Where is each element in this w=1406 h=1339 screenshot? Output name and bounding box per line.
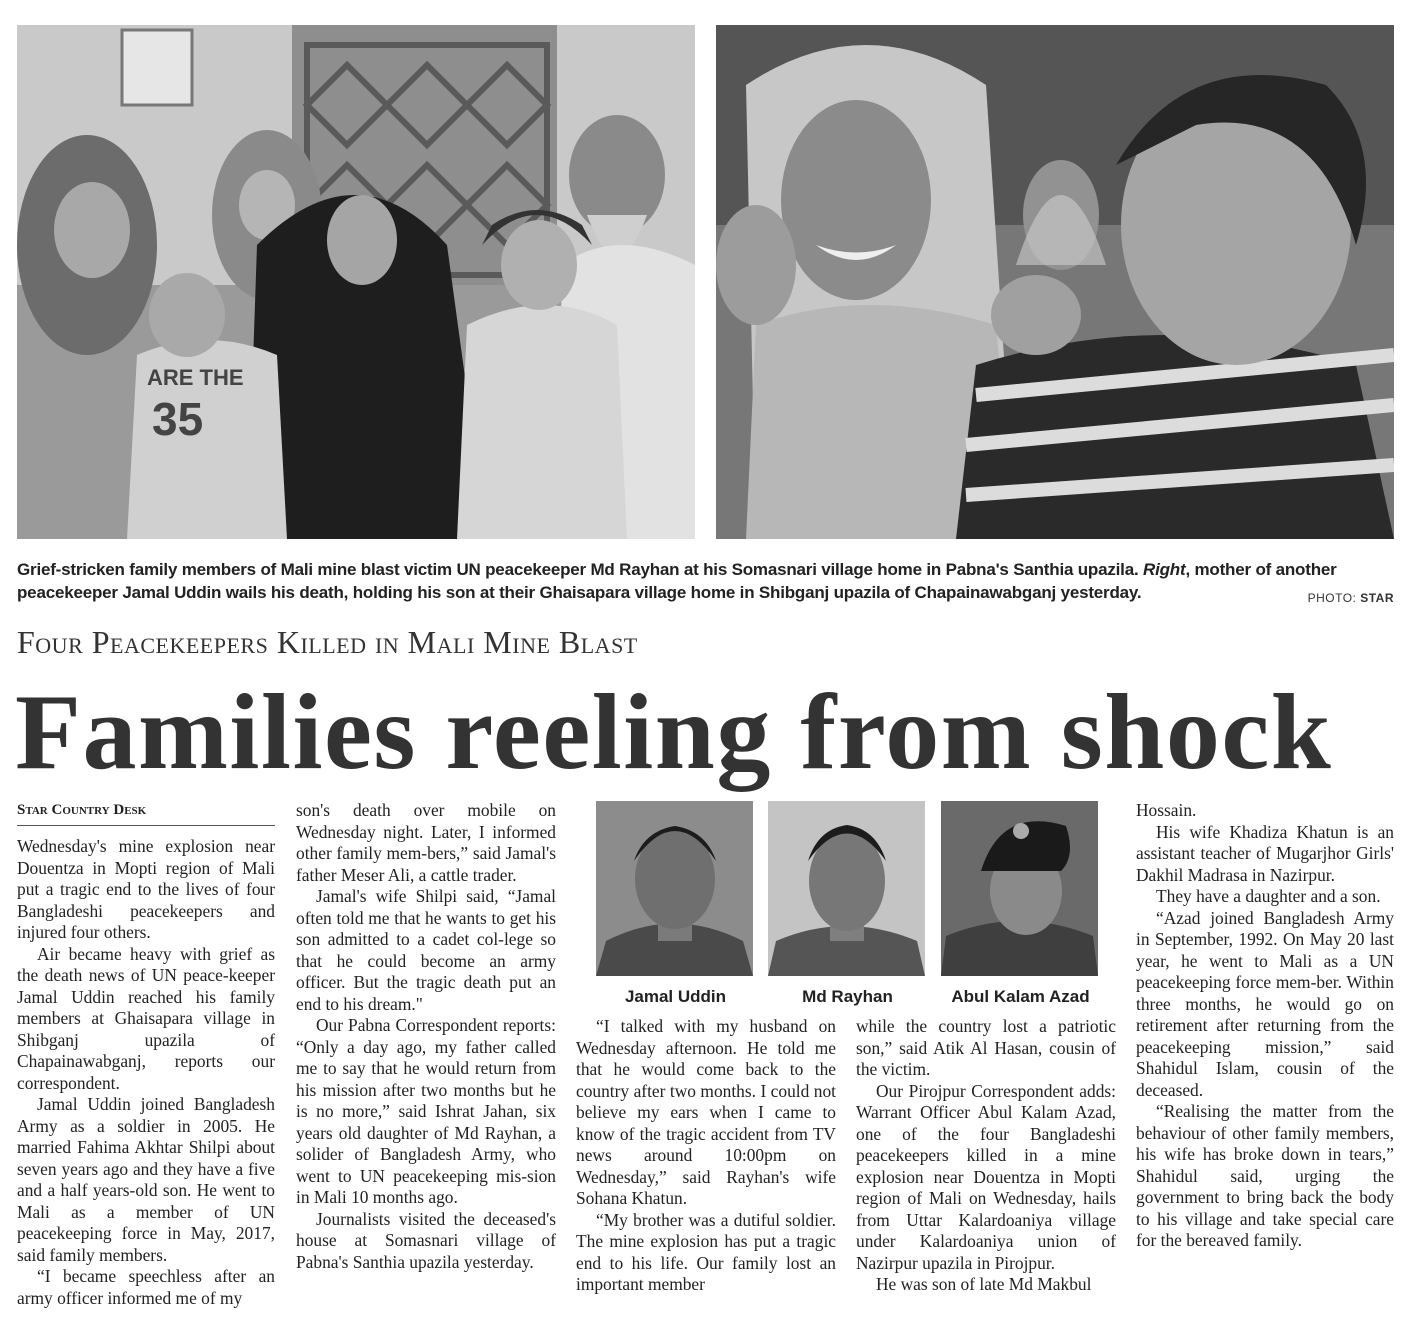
column-5	[1136, 800, 1394, 1252]
mugshot-md-rayhan	[768, 801, 925, 976]
column-2	[296, 800, 556, 1273]
paragraph: “Realising the matter from the behaviour of other family members, his wife has broke down in tears,” Shahidul said, urging the government to bring back the body to his village and take special care for the bereaved family.	[1136, 1101, 1394, 1250]
column-3	[576, 1016, 836, 1296]
paragraph: “I became speechless after an army officer informed me of my	[17, 1266, 275, 1308]
mugshot-caption-abul-kalam-azad: Abul Kalam Azad	[951, 987, 1090, 1006]
mugshot-jamal-uddin	[596, 801, 753, 976]
mugshot-abul-kalam-azad	[941, 801, 1098, 976]
mugshot-caption-jamal-uddin: Jamal Uddin	[624, 987, 727, 1006]
paragraph: He was son of late Md Makbul	[876, 1274, 1092, 1294]
paragraph: Hossain.	[1136, 800, 1197, 820]
paragraph: They have a daughter and a son.	[1156, 886, 1381, 906]
caption-text-1: Grief-stricken family members of Mali mine blast victim UN peacekeeper Md Rayhan at his Somasnari village home in Pabna's Santhia upazila.	[17, 560, 1144, 579]
paragraph: while the country lost a patriotic son,” said Atik Al Hasan, cousin of the victim.	[856, 1016, 1116, 1079]
column-4	[856, 1016, 1116, 1296]
paragraph: son's death over mobile on Wednesday night. Later, I informed other family mem-bers,” said Jamal's father Meser Ali, a cattle trader.	[296, 800, 556, 885]
paragraph: Jamal's wife Shilpi said, “Jamal often told me that he wants to get his son admitted to a cadet col-lege so that he could become an army officer. But the tragic death put an end to his dream."	[296, 886, 556, 1014]
byline: Star Country Desk	[17, 802, 275, 826]
paragraph: Our Pirojpur Correspondent adds: Warrant Officer Abul Kalam Azad, one of the four Bangladeshi peacekeepers killed in a mine explosion near Douentza in Mopti region of Mali on Wednesday, hails from Uttar Kalardoaniya village under Kalardoaniya union of Nazirpur upazila in Pirojpur.	[856, 1080, 1116, 1273]
paragraph: Wednesday's mine explosion near Douentza in Mopti region of Mali put a tragic end to the lives of four Bangladeshi peacekeepers and injured four others.	[17, 836, 275, 942]
paragraph: “Azad joined Bangladesh Army in September, 1992. On May 20 last year, he went to Mali as a UN peacekeeping force mem-ber. Within three months, he would go on retirement after returning from the peacekeeping mission,” said Shahidul Islam, cousin of the deceased.	[1136, 907, 1394, 1100]
paragraph: Air became heavy with grief as the death news of UN peace-keeper Jamal Uddin reached his family members at Ghaisapara village in Shibganj upazila of Chapainawabganj, reports our correspondent.	[17, 943, 275, 1093]
headline: Families reeling from shock	[15, 673, 1333, 792]
paragraph: His wife Khadiza Khatun is an assistant teacher of Mugarjhor Girls' Dakhil Madrasa in Nazirpur.	[1136, 821, 1394, 885]
paragraph: “I talked with my husband on Wednesday afternoon. He told me that he would come back to the country after two months. I could not believe my ears when I came to know of the tragic accident from TV news around 10:00pm on Wednesday,” said Rayhan's wife Sohana Khatun.	[576, 1016, 836, 1208]
caption-right-word: Right	[1143, 560, 1186, 579]
paragraph: “My brother was a dutiful soldier. The mine explosion has put a tragic end to his life. Our family lost an important member	[576, 1209, 836, 1294]
paragraph: Journalists visited the deceased's house at Somasnari village of Pabna's Santhia upazila yesterday.	[296, 1208, 556, 1272]
photo-credit-label: PHOTO:	[1307, 591, 1361, 605]
paragraph: Jamal Uddin joined Bangladesh Army as a soldier in 2005. He married Fahima Akhtar Shilpi about seven years ago and they have a five and a half years-old son. He went to Mali as a member of UN peacekeeping force in May, 2017, said family members.	[17, 1094, 275, 1265]
photo-credit-source: STAR	[1360, 591, 1394, 605]
svg-text:ARE THE: ARE THE	[147, 365, 244, 390]
photo-mother-jamal	[716, 25, 1394, 539]
caption-text-2: , mother of another peacekeeper Jamal Uddin wails his death, holding his son at their Ghaisapara village home in Shibganj upazila of Chapainawabganj yesterday.	[17, 560, 1337, 602]
photo-caption	[17, 558, 1394, 604]
column-1	[17, 836, 275, 1309]
svg-text:35: 35	[152, 393, 204, 445]
kicker: Four Peacekeepers Killed in Mali Mine Blast	[17, 624, 638, 660]
paragraph: Our Pabna Correspondent reports: “Only a day ago, my father called me to say that he would return from his mission after two months but he is no more,” said Ishrat Jahan, six years old daughter of Md Rayhan, a solider of Bangladesh Army, who went to UN peacekeeping mis-sion in Mali 10 months ago.	[296, 1015, 556, 1207]
photo-credit	[1308, 591, 1394, 605]
photo-family-rayhan	[17, 25, 695, 539]
mugshot-caption-md-rayhan: Md Rayhan	[802, 987, 893, 1006]
